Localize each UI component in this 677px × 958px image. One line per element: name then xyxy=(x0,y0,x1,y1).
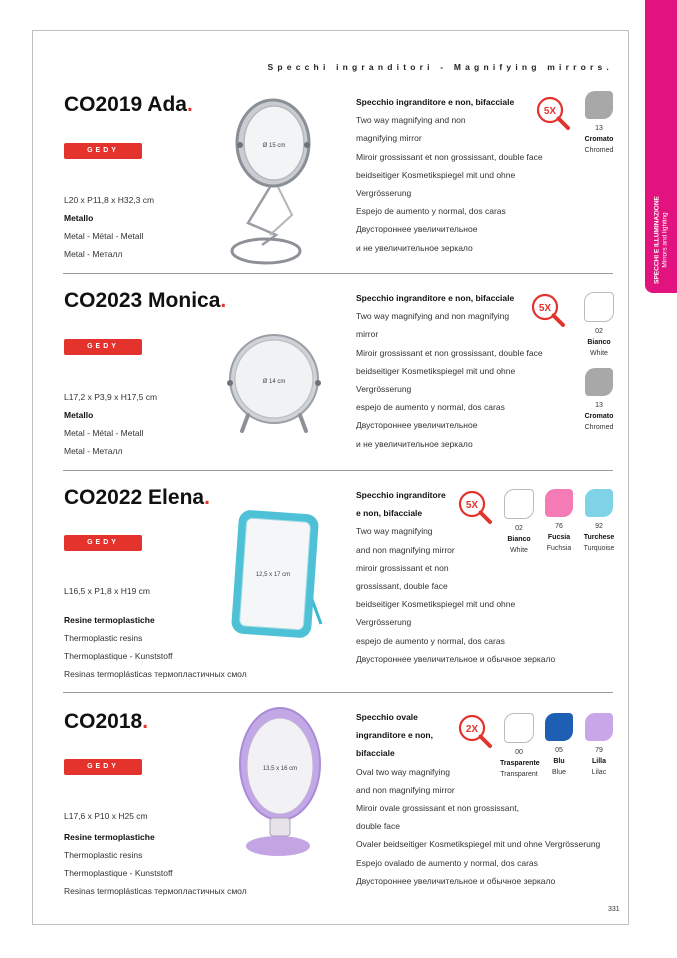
mirror-size-label: Ø 15 cm xyxy=(262,143,286,149)
brand-badge: GEDY xyxy=(64,339,142,355)
dimensions: L16,5 x P1,8 x H19 cm xyxy=(64,586,150,596)
product-specs: L17,6 x P10 x H25 cm Resine termoplastiche Thermoplastic resins Thermoplastique - Kunststoff Resinas termoplásticas термопластичных смол xyxy=(64,807,247,900)
color-variant[interactable]: 05 Blu Blue xyxy=(540,713,578,778)
mirror-size-label: Ø 14 cm xyxy=(262,379,286,385)
color-variant[interactable]: 00 Trasparente Transparent xyxy=(500,713,538,780)
mirror-image xyxy=(225,506,335,641)
product-specs: L17,2 x P3,9 x H17,5 cm Metallo Metal - Métal - Metall Metal - Металл xyxy=(64,388,157,460)
magnifier-icon xyxy=(455,488,495,526)
magnifier-icon xyxy=(455,712,495,750)
color-swatch xyxy=(585,91,613,119)
color-swatch xyxy=(504,713,534,743)
magnifier-icon xyxy=(533,94,573,132)
color-swatch xyxy=(585,368,613,396)
product-title: CO2018. xyxy=(64,710,149,733)
category-tab-label: SPECCHI E ILLUMINAZIONE Mirrors and lighting xyxy=(653,196,668,284)
page-header: Specchi ingranditori - Magnifying mirrors. xyxy=(267,62,613,72)
magnification-label: 5X xyxy=(465,500,479,511)
color-variant[interactable]: 76 Fucsia Fuchsia xyxy=(540,489,578,554)
color-swatch xyxy=(585,713,613,741)
color-variant[interactable]: 13 Cromato Chromed xyxy=(580,368,618,433)
color-swatch xyxy=(504,489,534,519)
product-description: Specchio ingranditore e non, bifacciale Two way magnifying and non magnifying mirror Miroir grossissant et non grossissant, double face beidseitiger Kosmetikspiegel mit und ohne Vergrösserung espejo de aumento y normal, dos caras Двустороннее увеличительное и не увеличительное зеркало xyxy=(356,293,543,449)
color-swatch xyxy=(545,489,573,517)
mirror-image xyxy=(218,95,338,267)
brand-badge: GEDY xyxy=(64,759,142,775)
magnification-label: 2X xyxy=(465,724,479,735)
color-swatch xyxy=(585,489,613,517)
section-divider xyxy=(63,273,613,274)
product-description: Specchio ovale ingranditore e non, bifacciale Oval two way magnifying and non magnifying mirror Miroir ovale grossissant et non grossissant, double face Ovaler beidseitiger Kosmetikspiegel mit und ohne Vergrösserung Espejo ovalado de aumento y normal, dos caras Двустороннее увеличительное и обычное зеркало xyxy=(356,712,601,886)
mirror-size-label: 12,5 x 17 cm xyxy=(255,572,291,578)
dimensions: L17,2 x P3,9 x H17,5 cm xyxy=(64,392,158,402)
mirror-image xyxy=(218,327,328,442)
magnification-label: 5X xyxy=(538,303,552,314)
material: Resine termoplastiche xyxy=(64,832,155,842)
magnifier-icon xyxy=(528,291,568,329)
color-variant[interactable]: 13 Cromato Chromed xyxy=(580,91,618,156)
dimensions: L20 x P11,8 x H32,3 cm xyxy=(64,195,155,205)
product-description: Specchio ingranditore e non, bifacciale Two way magnifying and non magnifying mirror Miroir grossissant et non grossissant, double face beidseitiger Kosmetikspiegel mit und ohne Vergrösserung Espejo de aumento y normal, dos caras Двустороннее увеличительное и не увеличительное зеркало xyxy=(356,97,543,253)
material: Metallo xyxy=(64,213,94,223)
section-divider xyxy=(63,692,613,693)
material: Resine termoplastiche xyxy=(64,615,155,625)
product-description: Specchio ingranditore e non, bifacciale Two way magnifying and non magnifying mirror miroir grossissant et non grossissant, double face beidseitiger Kosmetikspiegel mit und ohne Vergrösserung espejo de aumento y normal, dos caras Двустороннее увеличительное и обычное зеркало xyxy=(356,490,556,664)
material: Metallo xyxy=(64,410,94,420)
section-divider xyxy=(63,470,613,471)
page-number: 331 xyxy=(608,906,620,913)
mirror-image xyxy=(228,704,338,864)
color-variant[interactable]: 02 Bianco White xyxy=(500,489,538,556)
magnification-label: 5X xyxy=(543,106,557,117)
color-swatch xyxy=(584,292,614,322)
product-co2019 xyxy=(33,93,628,273)
mirror-size-label: 13,5 x 16 cm xyxy=(262,766,298,772)
color-variant[interactable]: 92 Turchese Turquoise xyxy=(580,489,618,554)
product-co2023 xyxy=(33,289,628,469)
product-specs: L16,5 x P1,8 x H19 cm Resine termoplastiche Thermoplastic resins Thermoplastique - Kunststoff Resinas termoplásticas термопластичных смол xyxy=(64,582,247,683)
color-variant[interactable]: 02 Bianco White xyxy=(580,292,618,359)
brand-badge: GEDY xyxy=(64,143,142,159)
dimensions: L17,6 x P10 x H25 cm xyxy=(64,811,148,821)
product-co2022 xyxy=(33,486,628,686)
product-title: CO2019 Ada. xyxy=(64,93,193,116)
product-co2018 xyxy=(33,710,628,910)
color-variant[interactable]: 79 Lilla Lilac xyxy=(580,713,618,778)
product-specs: L20 x P11,8 x H32,3 cm Metallo Metal - Métal - Metall Metal - Металл xyxy=(64,191,154,263)
color-swatch xyxy=(545,713,573,741)
product-title: CO2022 Elena. xyxy=(64,486,210,509)
product-title: CO2023 Monica. xyxy=(64,289,227,312)
brand-badge: GEDY xyxy=(64,535,142,551)
